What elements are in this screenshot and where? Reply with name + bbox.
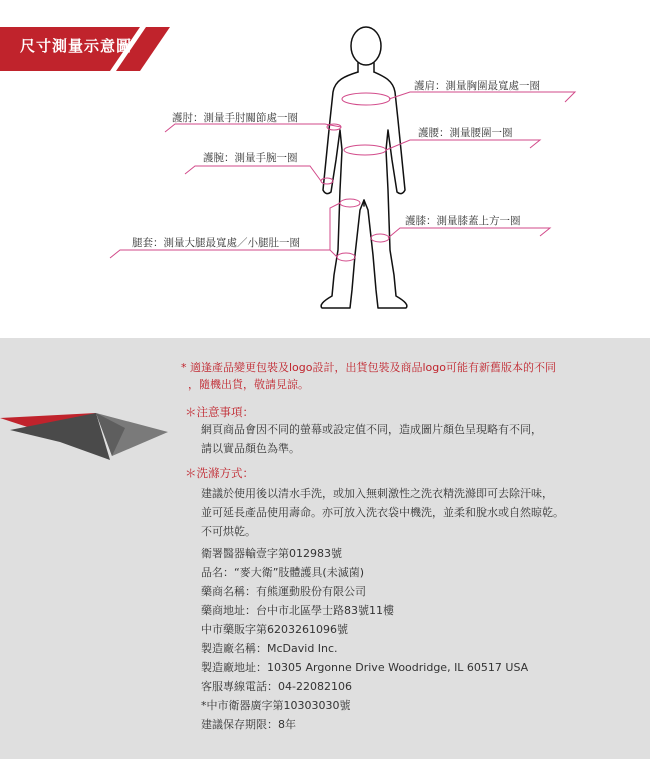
decorative-arrow-shape xyxy=(0,408,170,478)
info-company-name: 藥商名稱：有熊運動股份有限公司 xyxy=(201,585,366,598)
caution-line-2: 請以實品顏色為準。 xyxy=(201,442,300,455)
caution-line-1: 網頁商品會因不同的螢幕或設定值不同，造成圖片顏色呈現略有不同， xyxy=(201,423,542,436)
notes-panel xyxy=(0,338,650,759)
knee-ring xyxy=(371,234,389,242)
label-waist: 護腰：測量腰圍一圈 xyxy=(418,127,513,139)
info-shelf-life: 建議保存期限：8年 xyxy=(201,718,296,731)
label-wrist: 護腕：測量手腕一圈 xyxy=(203,152,298,164)
info-service-phone: 客服專線電話：04-22082106 xyxy=(201,680,352,693)
measurement-diagram-section xyxy=(0,0,650,338)
calf-ring xyxy=(337,253,355,261)
info-product-name: 品名：“麥大衛”肢體護具(未滅菌) xyxy=(201,566,364,579)
chest-ring xyxy=(342,93,390,105)
info-sales-license: 中市藥販字第6203261096號 xyxy=(201,623,348,636)
washing-line-1: 建議於使用後以清水手洗，或加入無刺激性之洗衣精洗滌即可去除汗味， xyxy=(201,487,553,500)
washing-line-2: 並可延長產品使用壽命。亦可放入洗衣袋中機洗，並柔和脫水或自然晾乾。 xyxy=(201,506,564,519)
caution-title: ＊注意事項： xyxy=(185,405,254,419)
page-title: 尺寸測量示意圖 xyxy=(20,37,133,55)
waist-ring xyxy=(344,145,386,155)
thigh-ring xyxy=(340,199,360,207)
washing-line-3: 不可烘乾。 xyxy=(201,525,256,538)
label-elbow: 護肘：測量手肘關節處一圈 xyxy=(172,112,298,124)
wrist-ring xyxy=(321,178,333,184)
info-company-address: 藥商地址：台中市北區學士路83號11樓 xyxy=(201,604,394,617)
label-leg: 腿套：測量大腿最寬處／小腿肚一圈 xyxy=(132,237,300,249)
info-license: 衛署醫器輸壹字第012983號 xyxy=(201,547,342,560)
measurement-rings xyxy=(321,93,390,261)
info-manufacturer: 製造廠名稱：McDavid Inc. xyxy=(201,642,338,655)
info-ad-license: *中市衛器廣字第10303030號 xyxy=(201,699,351,712)
label-shoulder: 護肩：測量胸圍最寬處一圈 xyxy=(414,80,540,92)
notice-line-1: * 適逢產品變更包裝及logo設計，出貨包裝及商品logo可能有新舊版本的不同 xyxy=(181,361,556,374)
body-outline xyxy=(321,27,407,308)
notice-line-2: ，隨機出貨，敬請見諒。 xyxy=(188,378,309,391)
product-info-block xyxy=(201,544,528,734)
washing-title: ＊洗滌方式： xyxy=(185,466,254,480)
label-knee: 護膝：測量膝蓋上方一圈 xyxy=(405,215,521,227)
info-manufacturer-address: 製造廠地址：10305 Argonne Drive Woodridge, IL 60517 USA xyxy=(201,661,529,674)
body-figure xyxy=(0,0,650,338)
